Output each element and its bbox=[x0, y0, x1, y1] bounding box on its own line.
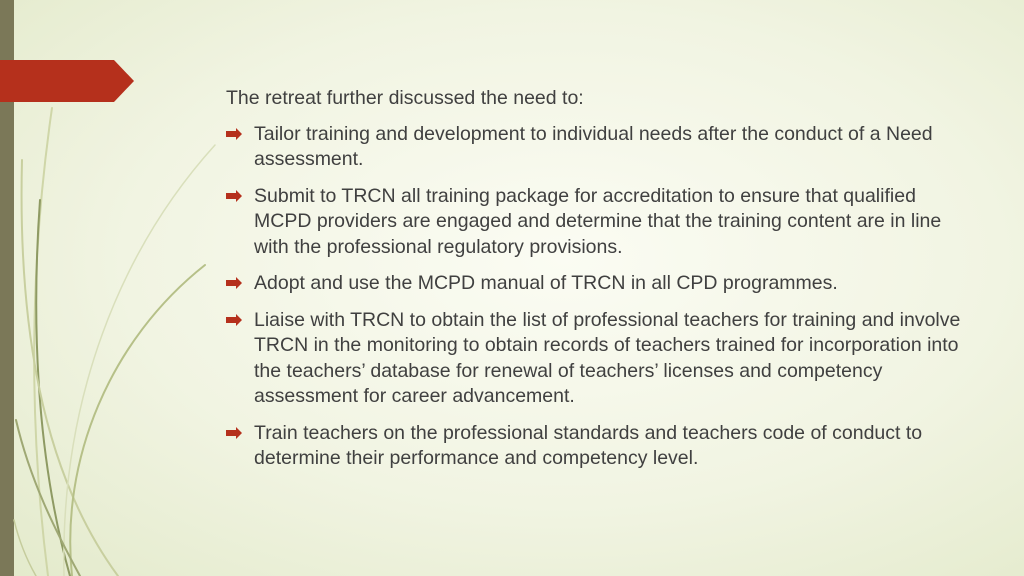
bullet-list bbox=[226, 122, 968, 472]
bullet-text: Tailor training and development to individual needs after the conduct of a Need assessment. bbox=[254, 122, 933, 170]
intro-text: The retreat further discussed the need to: bbox=[226, 87, 584, 109]
accent-arrow-tab bbox=[0, 60, 134, 102]
bullet-text: Train teachers on the professional standards and teachers code of conduct to determine their performance and competency level. bbox=[254, 421, 923, 469]
arrow-bullet-icon bbox=[226, 190, 242, 202]
list-item bbox=[226, 271, 968, 297]
arrow-bullet-icon bbox=[226, 427, 242, 439]
list-item bbox=[226, 421, 968, 472]
list-item bbox=[226, 308, 968, 410]
arrow-bullet-icon bbox=[226, 128, 242, 140]
arrow-bullet-icon bbox=[226, 314, 242, 326]
arrow-bullet-icon bbox=[226, 277, 242, 289]
list-item bbox=[226, 184, 968, 261]
bullet-text: Submit to TRCN all training package for accreditation to ensure that qualified MCPD providers are engaged and determine that the training content are in line with the professional regulatory provisions. bbox=[254, 184, 942, 258]
slide-content bbox=[226, 86, 968, 483]
list-item bbox=[226, 122, 968, 173]
bullet-text: Adopt and use the MCPD manual of TRCN in all CPD programmes. bbox=[254, 272, 838, 294]
bullet-text: Liaise with TRCN to obtain the list of professional teachers for training and involve TRCN in the monitoring to obtain records of teachers trained for incorporation into the teachers’ database for renewal of teachers’ licenses and competency assessment for career advancement. bbox=[254, 308, 961, 407]
